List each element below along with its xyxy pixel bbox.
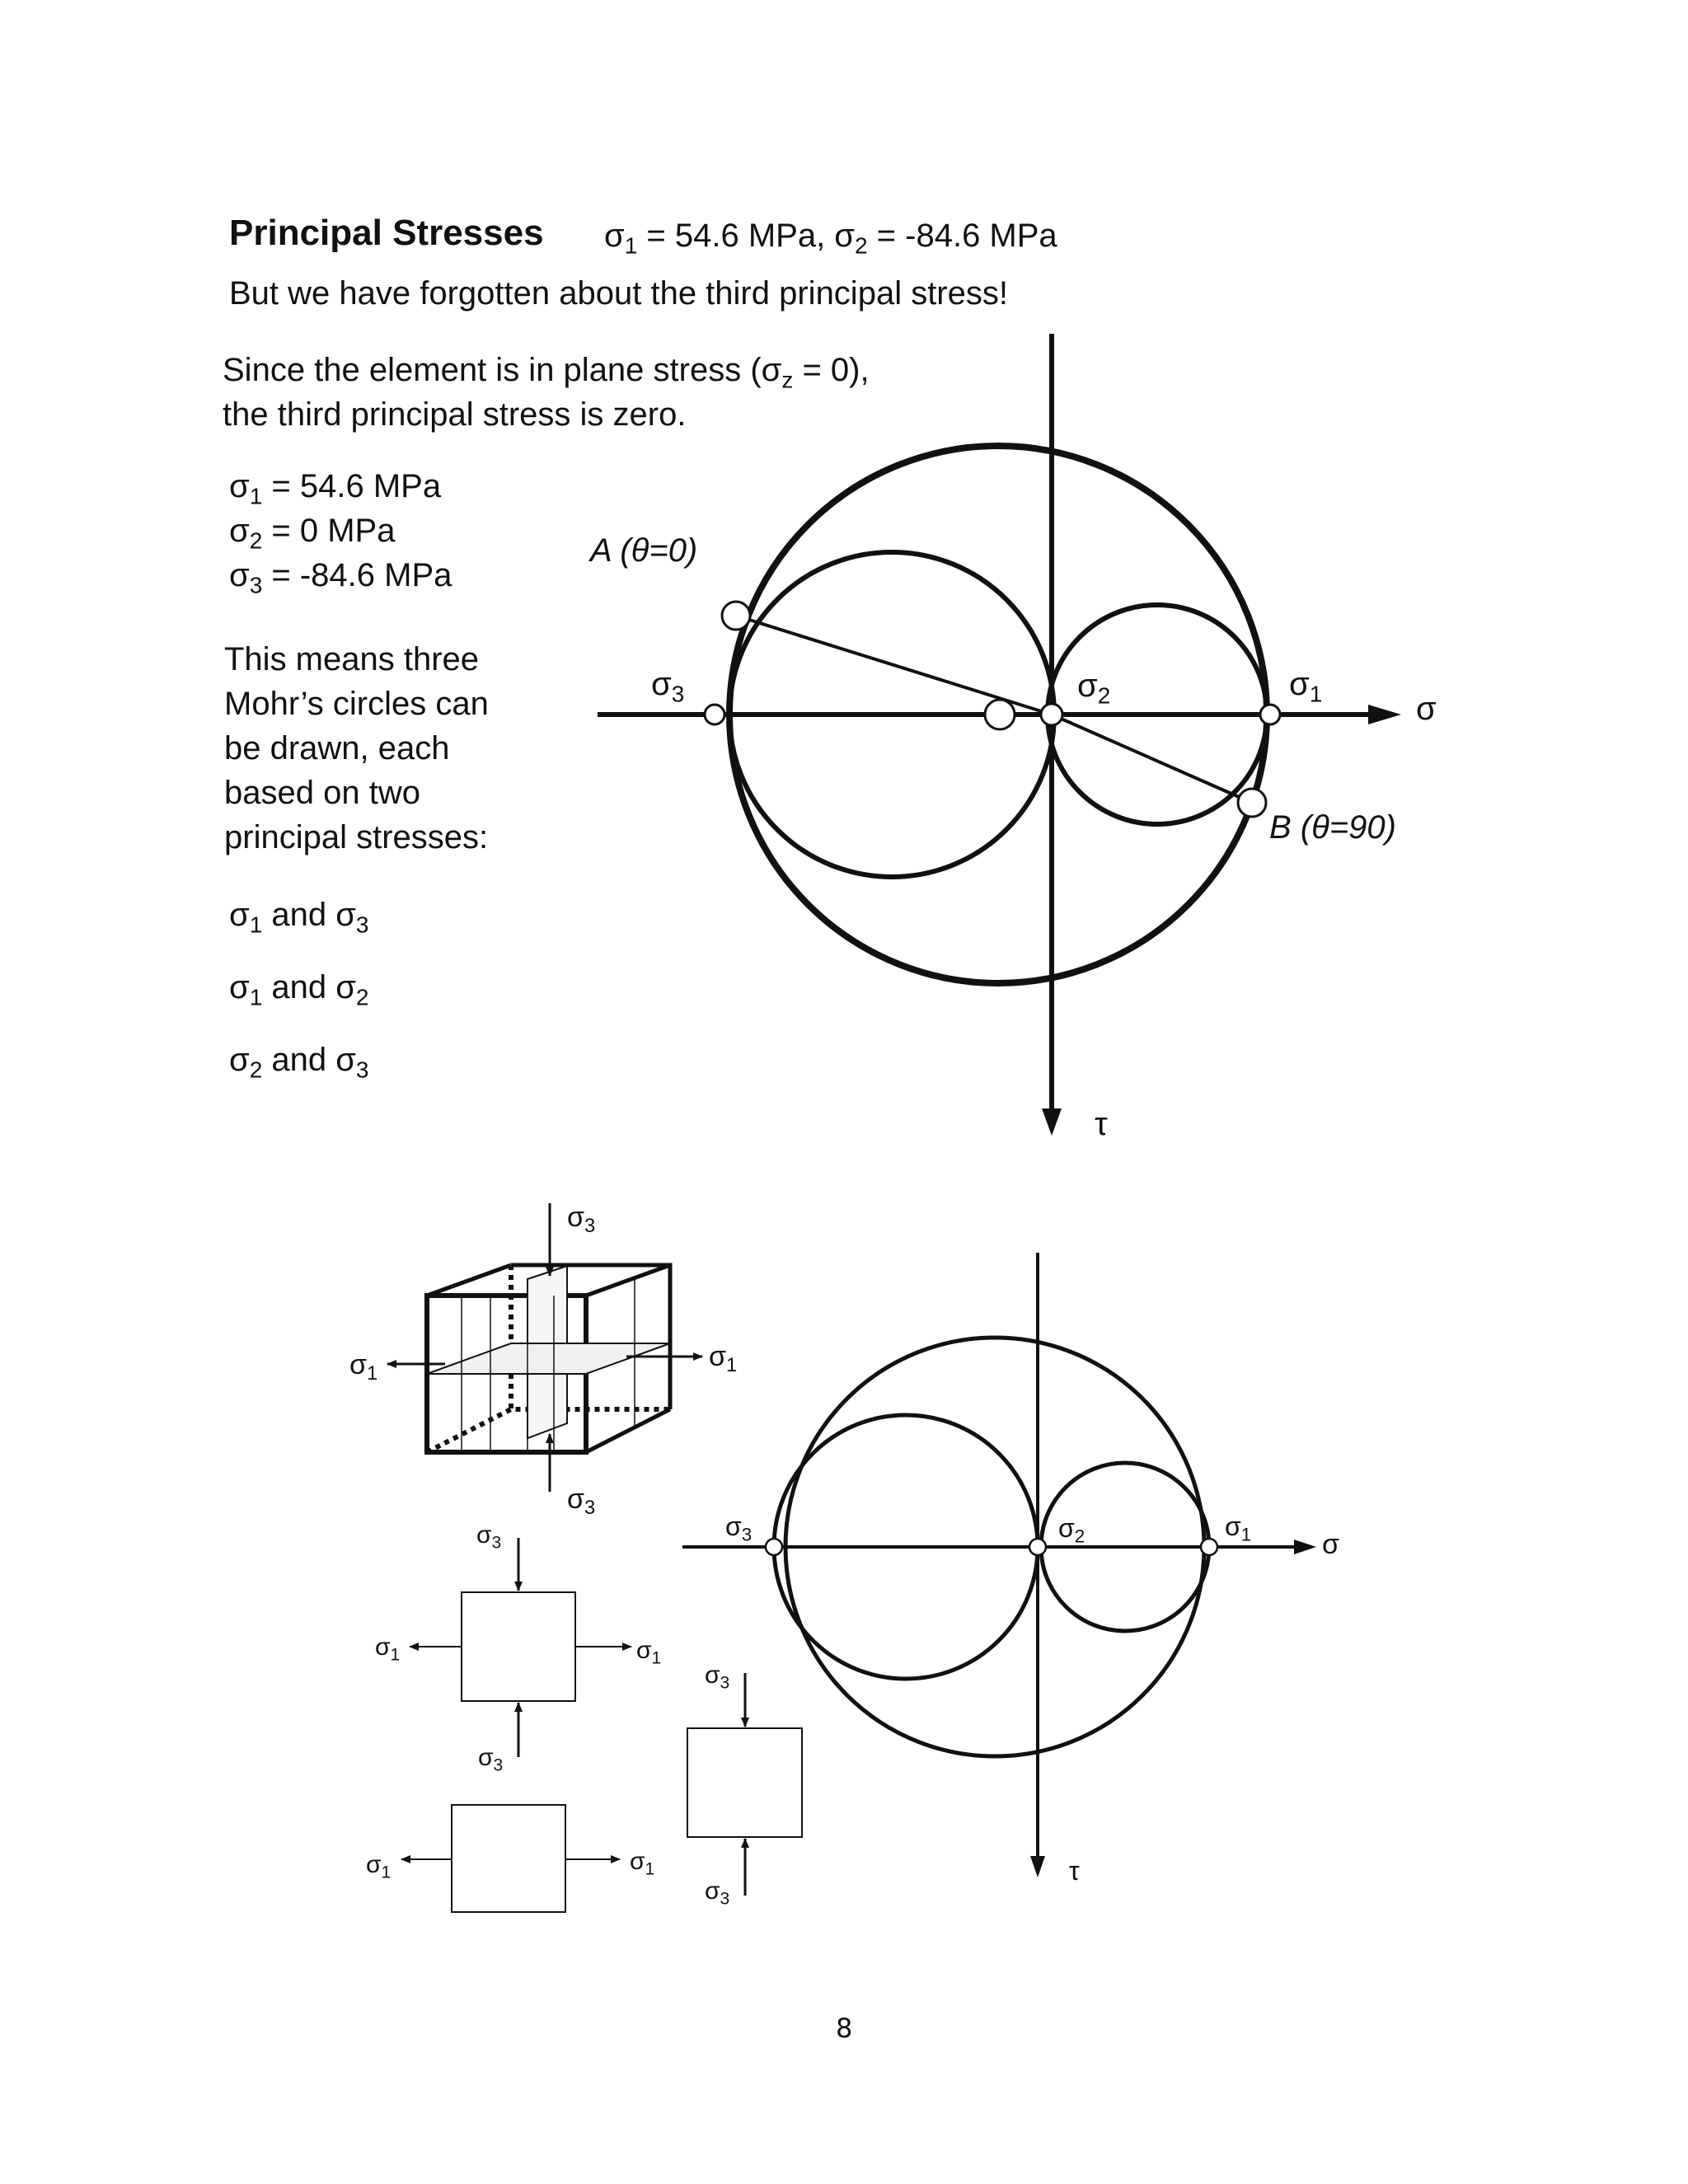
subscript: z xyxy=(781,367,794,393)
point-a-text: A (θ=0) xyxy=(590,532,698,569)
subscript: 2 xyxy=(249,527,263,554)
sigma1-marker xyxy=(1201,1539,1217,1555)
sigma-symbol: σ xyxy=(478,1744,494,1771)
element-2d-3 xyxy=(687,1673,802,1896)
sigma-symbol: σ xyxy=(366,1851,382,1878)
subscript: 2 xyxy=(854,232,868,259)
element-square xyxy=(462,1592,575,1701)
subscript: 1 xyxy=(249,984,263,1010)
element1-sigma3-top-label xyxy=(476,1521,501,1553)
subscript: 1 xyxy=(645,1859,655,1879)
sigma-symbol: σ xyxy=(709,1341,726,1372)
subtitle: But we have forgotten about the third principal stress! xyxy=(229,275,1008,312)
intro-line-2: the third principal stress is zero. xyxy=(223,396,687,433)
element-square xyxy=(452,1805,565,1912)
subscript: 2 xyxy=(1074,1526,1085,1547)
tau-axis-arrow xyxy=(1030,1856,1045,1877)
cube-sigma1-right-label xyxy=(709,1341,737,1377)
cube-horizontal-plane xyxy=(427,1343,670,1374)
element-square xyxy=(687,1728,802,1837)
and-text: and xyxy=(262,969,336,1005)
sigma1-label xyxy=(1289,666,1322,707)
sigma-symbol: σ xyxy=(604,218,625,254)
sigma-symbol: σ xyxy=(567,1483,584,1515)
sigma-axis-label: σ xyxy=(1416,691,1437,727)
point-b-label xyxy=(1269,809,1396,846)
subscript: 2 xyxy=(355,984,369,1010)
mohr2-sigma1-label xyxy=(1225,1511,1251,1546)
sigma3-marker xyxy=(766,1539,782,1555)
explain-line: based on two xyxy=(224,775,420,811)
sigma-symbol: σ xyxy=(476,1521,492,1549)
element1-sigma1-right-label xyxy=(636,1637,661,1668)
element2-sigma1-left-label xyxy=(366,1851,391,1882)
subscript: 3 xyxy=(720,1673,730,1693)
sigma-symbol: σ xyxy=(229,969,250,1005)
sigma-symbol: σ xyxy=(761,352,782,388)
sigma3-marker xyxy=(705,705,724,724)
stress-cube xyxy=(387,1203,702,1492)
subscript: 1 xyxy=(249,912,263,938)
sigma-axis-arrow xyxy=(1294,1540,1316,1554)
subscript: 1 xyxy=(624,232,638,259)
mohr2-sigma2-label xyxy=(1058,1513,1085,1548)
sigma-symbol: σ xyxy=(567,1202,584,1233)
sigma2-marker xyxy=(1029,1539,1046,1555)
subscript: 2 xyxy=(249,1057,263,1083)
subscript: 1 xyxy=(366,1362,378,1385)
mohr-diagram-1 xyxy=(598,334,1401,1136)
subscript: 1 xyxy=(381,1863,392,1882)
sigma-symbol: σ xyxy=(1289,666,1310,702)
tau-axis-arrow xyxy=(1042,1108,1062,1136)
point-a-label xyxy=(590,532,697,569)
point-a-marker xyxy=(722,602,750,630)
subscript: 3 xyxy=(491,1533,502,1553)
element1-sigma1-left-label xyxy=(375,1633,400,1665)
element3-sigma3-bottom-label xyxy=(705,1877,729,1909)
subscript: 3 xyxy=(584,1215,596,1238)
sigma-symbol: σ xyxy=(834,218,855,254)
subscript: 3 xyxy=(355,912,369,938)
explain-line: Mohr’s circles can xyxy=(224,686,489,722)
sigma-axis-arrow xyxy=(1368,705,1401,724)
mohr2-sigma3-label xyxy=(725,1511,752,1546)
sigma1-marker xyxy=(1260,705,1280,724)
sigma-symbol: σ xyxy=(229,513,250,549)
center-marker xyxy=(985,700,1015,729)
mohr-diagram-2 xyxy=(682,1253,1316,1877)
sigma2-value: = -84.6 MPa xyxy=(867,218,1057,254)
sigma-symbol: σ xyxy=(636,1637,652,1664)
subscript: 1 xyxy=(390,1645,401,1665)
element3-sigma3-top-label xyxy=(705,1661,729,1693)
cube-top-left-edge xyxy=(427,1265,511,1296)
intro-text: Since the element is in plane stress ( xyxy=(223,352,762,388)
sigma-symbol: σ xyxy=(229,1042,250,1078)
intro-text: = 0), xyxy=(793,352,870,388)
explain-line: be drawn, each xyxy=(224,730,450,766)
subscript: 3 xyxy=(671,681,685,707)
and-text: and xyxy=(262,897,336,933)
subscript: 1 xyxy=(249,483,263,509)
subscript: 2 xyxy=(1097,682,1111,709)
point-b-marker xyxy=(1238,789,1266,817)
point-b-text: B (θ=90) xyxy=(1269,809,1396,846)
cube-bottom-right-edge xyxy=(586,1409,670,1452)
sigma-symbol: σ xyxy=(630,1848,645,1875)
sigma-symbol: σ xyxy=(651,666,672,702)
subscript: 3 xyxy=(584,1497,596,1520)
subscript: 1 xyxy=(1240,1524,1252,1545)
value-text: = 0 MPa xyxy=(262,513,396,549)
sigma-symbol: σ xyxy=(335,1042,356,1078)
sigma-symbol: σ xyxy=(1225,1511,1241,1541)
subscript: 3 xyxy=(493,1755,504,1775)
sigma-symbol: σ xyxy=(335,897,356,933)
cube-top-right-edge xyxy=(586,1265,670,1296)
sigma-symbol: σ xyxy=(705,1877,720,1905)
cube-sigma3-top-label xyxy=(567,1202,595,1238)
mohr2-tau-axis-label: τ xyxy=(1069,1856,1080,1886)
sigma-symbol: σ xyxy=(1058,1513,1075,1543)
sigma-symbol: σ xyxy=(1077,668,1098,704)
subscript: 1 xyxy=(651,1648,662,1668)
subscript: 3 xyxy=(720,1889,730,1909)
element2-sigma1-right-label xyxy=(630,1848,654,1879)
title-text: Principal Stresses xyxy=(229,213,544,253)
sigma2-marker xyxy=(1041,704,1062,725)
sigma-symbol: σ xyxy=(335,969,356,1005)
subscript: 1 xyxy=(725,1354,738,1377)
sigma3-label xyxy=(651,666,684,707)
element1-sigma3-bottom-label xyxy=(478,1744,503,1775)
subscript: 3 xyxy=(249,572,263,598)
sigma-symbol: σ xyxy=(229,557,250,593)
sigma-symbol: σ xyxy=(229,897,250,933)
and-text: and xyxy=(262,1042,336,1078)
subscript: 3 xyxy=(355,1057,369,1083)
element-2d-1 xyxy=(410,1538,631,1757)
sigma-symbol: σ xyxy=(349,1349,367,1380)
mohr2-sigma-axis-label: σ xyxy=(1322,1529,1339,1560)
page-number: 8 xyxy=(836,2013,853,2044)
value-text: = -84.6 MPa xyxy=(262,557,452,593)
explain-line: This means three xyxy=(224,641,480,677)
sigma-symbol: σ xyxy=(375,1633,391,1661)
sigma2-label xyxy=(1077,668,1110,709)
sigma1-value: = 54.6 MPa, xyxy=(637,218,835,254)
explain-line: principal stresses: xyxy=(224,819,489,855)
sigma-symbol: σ xyxy=(229,468,250,504)
sigma-symbol: σ xyxy=(705,1661,720,1689)
sigma-symbol: σ xyxy=(725,1511,742,1541)
cube-sigma3-bottom-label xyxy=(567,1483,595,1520)
subscript: 3 xyxy=(741,1524,753,1545)
tau-axis-label: τ xyxy=(1095,1106,1108,1142)
value-text: = 54.6 MPa xyxy=(262,468,442,504)
diameter-line-b xyxy=(1052,715,1252,803)
subscript: 1 xyxy=(1309,681,1323,707)
element-2d-2 xyxy=(401,1805,620,1912)
cube-sigma1-left-label xyxy=(349,1349,377,1385)
